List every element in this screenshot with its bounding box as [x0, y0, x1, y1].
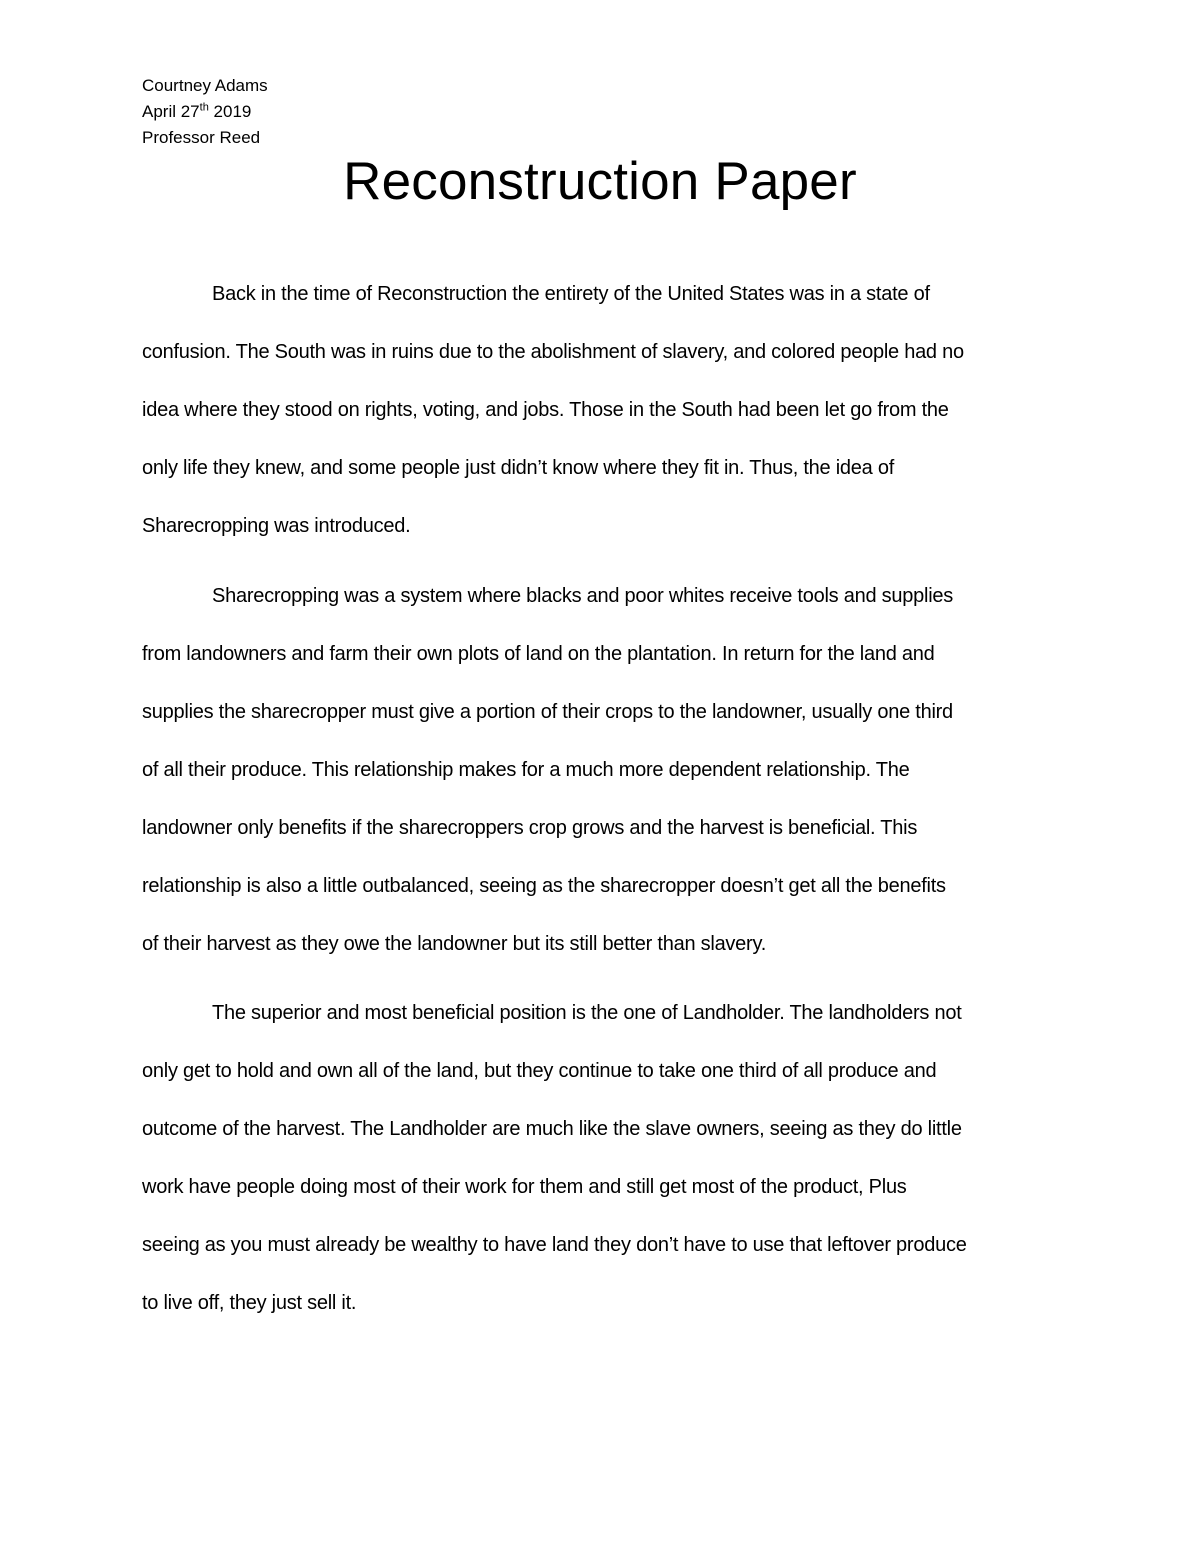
paragraph-line: seeing as you must already be wealthy to have land they don’t have to use that leftover produce	[142, 1234, 967, 1256]
paragraph-line: from landowners and farm their own plots of land on the plantation. In return for the land and	[142, 643, 935, 665]
paper-title: Reconstruction Paper	[343, 152, 857, 211]
author-name: Courtney Adams	[142, 76, 268, 95]
paragraph-line: The superior and most beneficial position is the one of Landholder. The landholders not	[212, 1002, 962, 1024]
paragraph-line: only get to hold and own all of the land, but they continue to take one third of all produce and	[142, 1060, 937, 1082]
paragraph-line: outcome of the harvest. The Landholder are much like the slave owners, seeing as they do little	[142, 1118, 962, 1140]
paragraph-2	[142, 567, 1058, 973]
paragraph-line: confusion. The South was in ruins due to the abolishment of slavery, and colored people had no	[142, 341, 964, 363]
paragraph-line: only life they knew, and some people just didn’t know where they fit in. Thus, the idea of	[142, 457, 895, 479]
paragraph-line: supplies the sharecropper must give a portion of their crops to the landowner, usually one third	[142, 701, 953, 723]
paragraph-line: idea where they stood on rights, voting, and jobs. Those in the South had been let go from the	[142, 399, 949, 421]
date-year: 2019	[208, 102, 252, 121]
paragraph-line: Back in the time of Reconstruction the entirety of the United States was in a state of	[212, 283, 930, 305]
submission-date	[142, 99, 268, 125]
date-ordinal: th	[199, 101, 209, 114]
paragraph-line: of all their produce. This relationship makes for a much more dependent relationship. The	[142, 759, 910, 781]
paragraph-1	[142, 265, 1058, 555]
paragraph-line: of their harvest as they owe the landowner but its still better than slavery.	[142, 933, 767, 955]
date-main: April 27	[142, 102, 200, 121]
professor-name: Professor Reed	[142, 128, 261, 147]
paragraph-line: work have people doing most of their work for them and still get most of the product, Plus	[142, 1176, 907, 1198]
paragraph-line: to live off, they just sell it.	[142, 1292, 357, 1314]
paragraph-line: relationship is also a little outbalanced, seeing as the sharecropper doesn’t get all the benefits	[142, 875, 946, 897]
paragraph-line: landowner only benefits if the sharecroppers crop grows and the harvest is beneficial. This	[142, 817, 918, 839]
document-header	[142, 73, 268, 151]
paragraph-line: Sharecropping was introduced.	[142, 515, 411, 537]
paragraph-3	[142, 984, 1058, 1332]
paragraph-line: Sharecropping was a system where blacks and poor whites receive tools and supplies	[212, 585, 954, 607]
